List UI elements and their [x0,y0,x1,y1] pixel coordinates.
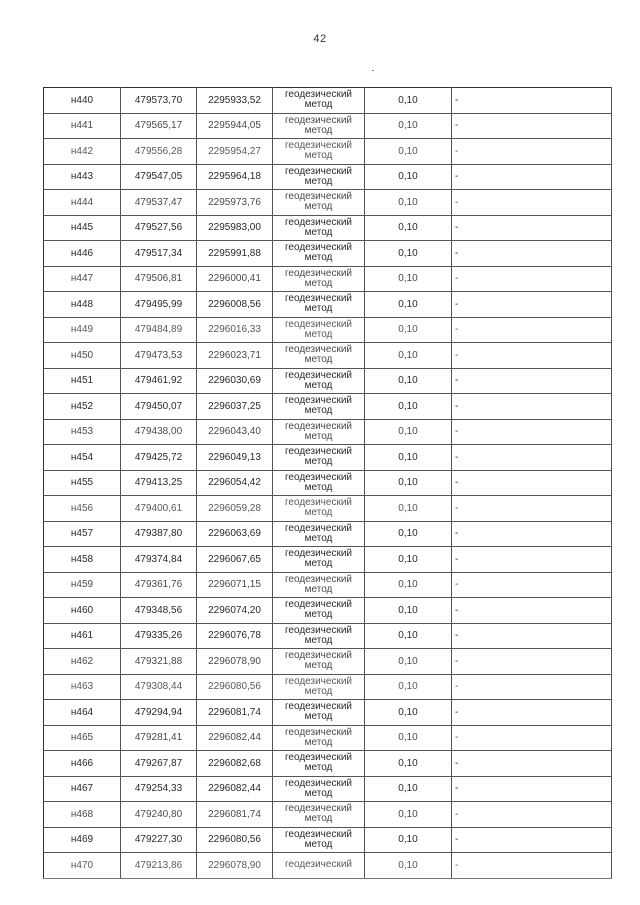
table-row [44,190,612,216]
method-cell [273,215,365,241]
accuracy-cell: 0,10 [365,598,452,624]
method-cell [273,292,365,318]
method-line-1: геодезический [285,548,352,560]
accuracy-cell: 0,10 [365,674,452,700]
method-line-1: геодезический [285,446,352,458]
y-coordinate-cell: 2296030,69 [197,368,273,394]
point-name-cell: н444 [44,190,121,216]
note-cell: - [452,343,612,369]
method-cell [273,445,365,471]
point-name-cell: н454 [44,445,121,471]
accuracy-cell: 0,10 [365,190,452,216]
x-coordinate-cell: 479438,00 [121,419,197,445]
y-coordinate-cell: 2296059,28 [197,496,273,522]
x-coordinate-cell: 479374,84 [121,547,197,573]
coordinates-table-body [44,88,612,879]
table-row [44,725,612,751]
method-line-2: метод [304,124,333,136]
point-name-cell: н456 [44,496,121,522]
method-cell [273,88,365,114]
page-number: 42 [313,33,327,45]
table-row [44,343,612,369]
accuracy-cell: 0,10 [365,470,452,496]
method-line-1: геодезический [285,650,352,662]
method-cell [273,649,365,675]
note-cell: - [452,547,612,573]
method-line-1: геодезический [285,701,352,713]
y-coordinate-cell: 2296076,78 [197,623,273,649]
note-cell: - [452,164,612,190]
point-name-cell: н451 [44,368,121,394]
note-cell: - [452,470,612,496]
y-coordinate-cell: 2296082,44 [197,725,273,751]
table-row [44,700,612,726]
note-cell: - [452,649,612,675]
point-name-cell: н468 [44,802,121,828]
method-line-1: геодезический [285,267,352,279]
x-coordinate-cell: 479348,56 [121,598,197,624]
x-coordinate-cell: 479254,33 [121,776,197,802]
point-name-cell: н467 [44,776,121,802]
accuracy-cell: 0,10 [365,725,452,751]
method-line-1: геодезический [285,828,352,840]
point-name-cell: н459 [44,572,121,598]
point-name-cell: н463 [44,674,121,700]
y-coordinate-cell: 2296080,56 [197,674,273,700]
y-coordinate-cell: 2296016,33 [197,317,273,343]
accuracy-cell: 0,10 [365,113,452,139]
x-coordinate-cell: 479547,05 [121,164,197,190]
accuracy-cell: 0,10 [365,266,452,292]
point-name-cell: н453 [44,419,121,445]
x-coordinate-cell: 479573,70 [121,88,197,114]
method-line-2: метод [304,762,333,774]
table-row [44,317,612,343]
table-row [44,776,612,802]
table-row [44,88,612,114]
accuracy-cell: 0,10 [365,521,452,547]
method-line-2: метод [304,558,333,570]
point-name-cell: н469 [44,827,121,853]
table-row [44,470,612,496]
note-cell: - [452,394,612,420]
method-line-1: геодезический [285,624,352,636]
method-line-2: метод [304,507,333,519]
method-line-2: метод [304,328,333,340]
scan-speck [372,70,374,71]
method-line-1: геодезический [285,777,352,789]
method-line-2: метод [304,838,333,850]
note-cell: - [452,674,612,700]
y-coordinate-cell: 2296081,74 [197,700,273,726]
method-line-2: метод [304,660,333,672]
accuracy-cell: 0,10 [365,751,452,777]
note-cell: - [452,368,612,394]
method-cell [273,853,365,879]
table-row [44,266,612,292]
point-name-cell: н461 [44,623,121,649]
method-line-2: метод [304,711,333,723]
y-coordinate-cell: 2296082,68 [197,751,273,777]
method-line-2: метод [304,736,333,748]
method-line-2: метод [304,456,333,468]
method-line-1: геодезический [285,165,352,177]
method-line-1: геодезический [285,242,352,254]
point-name-cell: н442 [44,139,121,165]
table-row [44,521,612,547]
note-cell: - [452,317,612,343]
y-coordinate-cell: 2296023,71 [197,343,273,369]
y-coordinate-cell: 2296043,40 [197,419,273,445]
method-cell [273,368,365,394]
x-coordinate-cell: 479473,53 [121,343,197,369]
method-line-1: геодезический [285,216,352,228]
point-name-cell: н441 [44,113,121,139]
accuracy-cell: 0,10 [365,802,452,828]
note-cell: - [452,623,612,649]
method-line-1: геодезический [285,471,352,483]
note-cell: - [452,190,612,216]
x-coordinate-cell: 479227,30 [121,827,197,853]
method-cell [273,470,365,496]
table-row [44,623,612,649]
accuracy-cell: 0,10 [365,649,452,675]
method-cell [273,139,365,165]
accuracy-cell: 0,10 [365,292,452,318]
y-coordinate-cell: 2296000,41 [197,266,273,292]
y-coordinate-cell: 2296074,20 [197,598,273,624]
table-row [44,164,612,190]
method-line-1: геодезический [285,293,352,305]
method-cell [273,751,365,777]
method-line-1: геодезический [285,573,352,585]
method-line-2: метод [304,150,333,162]
y-coordinate-cell: 2295954,27 [197,139,273,165]
method-line-2: метод [304,99,333,111]
note-cell: - [452,700,612,726]
point-name-cell: н450 [44,343,121,369]
accuracy-cell: 0,10 [365,445,452,471]
note-cell: - [452,827,612,853]
method-line-2: метод [304,405,333,417]
y-coordinate-cell: 2295933,52 [197,88,273,114]
table-row [44,853,612,879]
y-coordinate-cell: 2295991,88 [197,241,273,267]
x-coordinate-cell: 479213,86 [121,853,197,879]
table-row [44,394,612,420]
point-name-cell: н462 [44,649,121,675]
x-coordinate-cell: 479321,88 [121,649,197,675]
note-cell: - [452,445,612,471]
x-coordinate-cell: 479565,17 [121,113,197,139]
accuracy-cell: 0,10 [365,241,452,267]
method-line-2: метод [304,175,333,187]
method-cell [273,674,365,700]
x-coordinate-cell: 479484,89 [121,317,197,343]
table-row [44,241,612,267]
table-row [44,751,612,777]
note-cell: - [452,139,612,165]
y-coordinate-cell: 2296008,56 [197,292,273,318]
method-line-1: геодезический [285,726,352,738]
accuracy-cell: 0,10 [365,700,452,726]
method-line-1: геодезический [285,752,352,764]
method-line-1: геодезический [285,89,352,101]
y-coordinate-cell: 2295964,18 [197,164,273,190]
y-coordinate-cell: 2296067,65 [197,547,273,573]
method-line-1: геодезический [285,859,352,871]
point-name-cell: н448 [44,292,121,318]
table-row [44,368,612,394]
method-cell [273,343,365,369]
x-coordinate-cell: 479281,41 [121,725,197,751]
note-cell: - [452,598,612,624]
point-name-cell: н440 [44,88,121,114]
method-cell [273,700,365,726]
method-cell [273,802,365,828]
method-line-2: метод [304,634,333,646]
note-cell: - [452,802,612,828]
y-coordinate-cell: 2295944,05 [197,113,273,139]
note-cell: - [452,521,612,547]
table-row [44,113,612,139]
accuracy-cell: 0,10 [365,827,452,853]
y-coordinate-cell: 2295983,00 [197,215,273,241]
x-coordinate-cell: 479267,87 [121,751,197,777]
note-cell: - [452,776,612,802]
method-line-2: метод [304,379,333,391]
point-name-cell: н447 [44,266,121,292]
x-coordinate-cell: 479413,25 [121,470,197,496]
accuracy-cell: 0,10 [365,776,452,802]
table-row [44,215,612,241]
accuracy-cell: 0,10 [365,343,452,369]
method-line-1: геодезический [285,803,352,815]
method-line-1: геодезический [285,344,352,356]
method-line-1: геодезический [285,318,352,330]
x-coordinate-cell: 479361,76 [121,572,197,598]
x-coordinate-cell: 479294,94 [121,700,197,726]
y-coordinate-cell: 2296049,13 [197,445,273,471]
y-coordinate-cell: 2296054,42 [197,470,273,496]
method-cell [273,725,365,751]
x-coordinate-cell: 479425,72 [121,445,197,471]
accuracy-cell: 0,10 [365,419,452,445]
y-coordinate-cell: 2296078,90 [197,649,273,675]
method-line-1: геодезический [285,497,352,509]
method-line-1: геодезический [285,191,352,203]
point-name-cell: н446 [44,241,121,267]
method-line-2: метод [304,813,333,825]
point-name-cell: н464 [44,700,121,726]
x-coordinate-cell: 479335,26 [121,623,197,649]
note-cell: - [452,572,612,598]
table-row [44,802,612,828]
note-cell: - [452,266,612,292]
table-row [44,445,612,471]
method-line-1: геодезический [285,522,352,534]
table-row [44,547,612,573]
note-cell: - [452,292,612,318]
table-row [44,649,612,675]
method-cell [273,623,365,649]
accuracy-cell: 0,10 [365,139,452,165]
x-coordinate-cell: 479517,34 [121,241,197,267]
method-cell [273,827,365,853]
method-line-2: метод [304,481,333,493]
accuracy-cell: 0,10 [365,88,452,114]
x-coordinate-cell: 479387,80 [121,521,197,547]
point-name-cell: н470 [44,853,121,879]
x-coordinate-cell: 479556,28 [121,139,197,165]
method-cell [273,113,365,139]
y-coordinate-cell: 2295973,76 [197,190,273,216]
table-row [44,827,612,853]
method-cell [273,419,365,445]
method-line-2: метод [304,303,333,315]
accuracy-cell: 0,10 [365,572,452,598]
method-cell [273,598,365,624]
method-line-1: геодезический [285,140,352,152]
point-name-cell: н443 [44,164,121,190]
note-cell: - [452,113,612,139]
table-row [44,496,612,522]
point-name-cell: н452 [44,394,121,420]
note-cell: - [452,88,612,114]
y-coordinate-cell: 2296082,44 [197,776,273,802]
table-row [44,598,612,624]
note-cell: - [452,215,612,241]
method-line-1: геодезический [285,114,352,126]
table-row [44,139,612,165]
method-cell [273,547,365,573]
method-line-2: метод [304,532,333,544]
accuracy-cell: 0,10 [365,496,452,522]
method-cell [273,241,365,267]
y-coordinate-cell: 2296063,69 [197,521,273,547]
accuracy-cell: 0,10 [365,623,452,649]
x-coordinate-cell: 479527,56 [121,215,197,241]
method-line-1: геодезический [285,675,352,687]
accuracy-cell: 0,10 [365,394,452,420]
note-cell: - [452,725,612,751]
point-name-cell: н445 [44,215,121,241]
y-coordinate-cell: 2296037,25 [197,394,273,420]
method-line-1: геодезический [285,420,352,432]
table-row [44,674,612,700]
coordinates-table [43,87,612,879]
note-cell: - [452,853,612,879]
point-name-cell: н460 [44,598,121,624]
method-line-1: геодезический [285,369,352,381]
y-coordinate-cell: 2296071,15 [197,572,273,598]
method-line-2: метод [304,787,333,799]
accuracy-cell: 0,10 [365,547,452,573]
method-cell [273,776,365,802]
method-cell [273,521,365,547]
method-line-2: метод [304,430,333,442]
method-line-2: метод [304,354,333,366]
method-cell [273,317,365,343]
point-name-cell: н458 [44,547,121,573]
accuracy-cell: 0,10 [365,368,452,394]
note-cell: - [452,751,612,777]
method-line-2: метод [304,226,333,238]
x-coordinate-cell: 479400,61 [121,496,197,522]
accuracy-cell: 0,10 [365,853,452,879]
method-line-1: геодезический [285,395,352,407]
x-coordinate-cell: 479537,47 [121,190,197,216]
method-line-2: метод [304,609,333,621]
table-row [44,419,612,445]
y-coordinate-cell: 2296080,56 [197,827,273,853]
note-cell: - [452,496,612,522]
method-cell [273,496,365,522]
method-line-2: метод [304,252,333,264]
method-cell [273,190,365,216]
note-cell: - [452,241,612,267]
method-line-2: метод [304,685,333,697]
table-row [44,292,612,318]
x-coordinate-cell: 479495,99 [121,292,197,318]
x-coordinate-cell: 479308,44 [121,674,197,700]
method-line-2: метод [304,277,333,289]
method-line-2: метод [304,583,333,595]
point-name-cell: н449 [44,317,121,343]
accuracy-cell: 0,10 [365,215,452,241]
note-cell: - [452,419,612,445]
method-cell [273,266,365,292]
point-name-cell: н465 [44,725,121,751]
x-coordinate-cell: 479506,81 [121,266,197,292]
method-cell [273,164,365,190]
accuracy-cell: 0,10 [365,317,452,343]
x-coordinate-cell: 479240,80 [121,802,197,828]
x-coordinate-cell: 479450,07 [121,394,197,420]
method-line-1: геодезический [285,599,352,611]
method-cell [273,394,365,420]
point-name-cell: н455 [44,470,121,496]
y-coordinate-cell: 2296078,90 [197,853,273,879]
y-coordinate-cell: 2296081,74 [197,802,273,828]
x-coordinate-cell: 479461,92 [121,368,197,394]
point-name-cell: н457 [44,521,121,547]
method-line-2: метод [304,201,333,213]
point-name-cell: н466 [44,751,121,777]
method-cell [273,572,365,598]
accuracy-cell: 0,10 [365,164,452,190]
table-row [44,572,612,598]
